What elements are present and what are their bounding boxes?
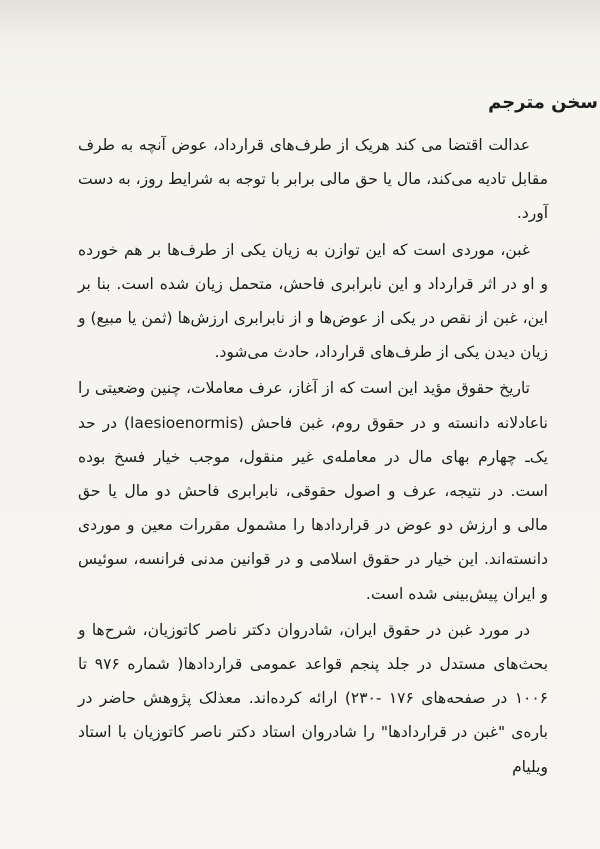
section-title: سخن مترجم	[488, 92, 598, 113]
paragraph-1: عدالت اقتضا می کند هریک از طرف‌های قرارداد، عوض آنچه به طرف مقابل تادیه می‌کند، مال یا حق مالی برابر با توجه به شرایط روز، به دست آورد.	[78, 136, 548, 223]
paragraph-2: غبن، موردی است که این توازن به زیان یکی از طرف‌ها بر هم خورده و او در اثر قرارداد و این نابرابری فاحش، متحمل زیان شده است. بنا بر این، غبن از نقص در یکی از عوض‌ها و از نابرابری ارزش‌ها (ثمن یا مبیع) و زیان دیدن یکی از طرف‌های قرارداد، حادث می‌شود.	[78, 240, 548, 362]
paragraph-4: در مورد غبن در حقوق ایران، شادروان دکتر ناصر کاتوزیان، شرح‌ها و بحث‌های مستدل در جلد پنجم قواعد عمومی قراردادها( شماره ۹۷۶ تا ۱۰۰۶ در صفحه‌های ۱۷۶ -۲۳۰) ارائه کرده‌اند. معذلک پژوهش حاضر در باره‌ی "غبن در قراردادها" را شادروان استاد دکتر ناصر کاتوزیان با استاد ویلیام	[78, 620, 549, 776]
paragraph-3: تاریخ حقوق مؤید این است که از آغاز، عرف معاملات، چنین وضعیتی را ناعادلانه دانسته و در حقوق روم، غبن فاحش (laesioenormis) در حد یک‌ـ چهارم بهای مال در معامله‌ی غیر منقول، موجب خیار فسخ بوده است. در نتیجه، عرف و اصول حقوقی، نابرابری فاحش دو مال یا حق مالی و ارزش دو عوض در قراردادها را مشمول مقررات معین و موردی دانسته‌اند. این خیار در حقوق اسلامی و در قوانین مدنی فرانسه، سوئیس و ایران پیش‌بینی شده است.	[78, 379, 548, 603]
text-body	[78, 88, 598, 786]
page-edge-shadow	[0, 0, 600, 40]
